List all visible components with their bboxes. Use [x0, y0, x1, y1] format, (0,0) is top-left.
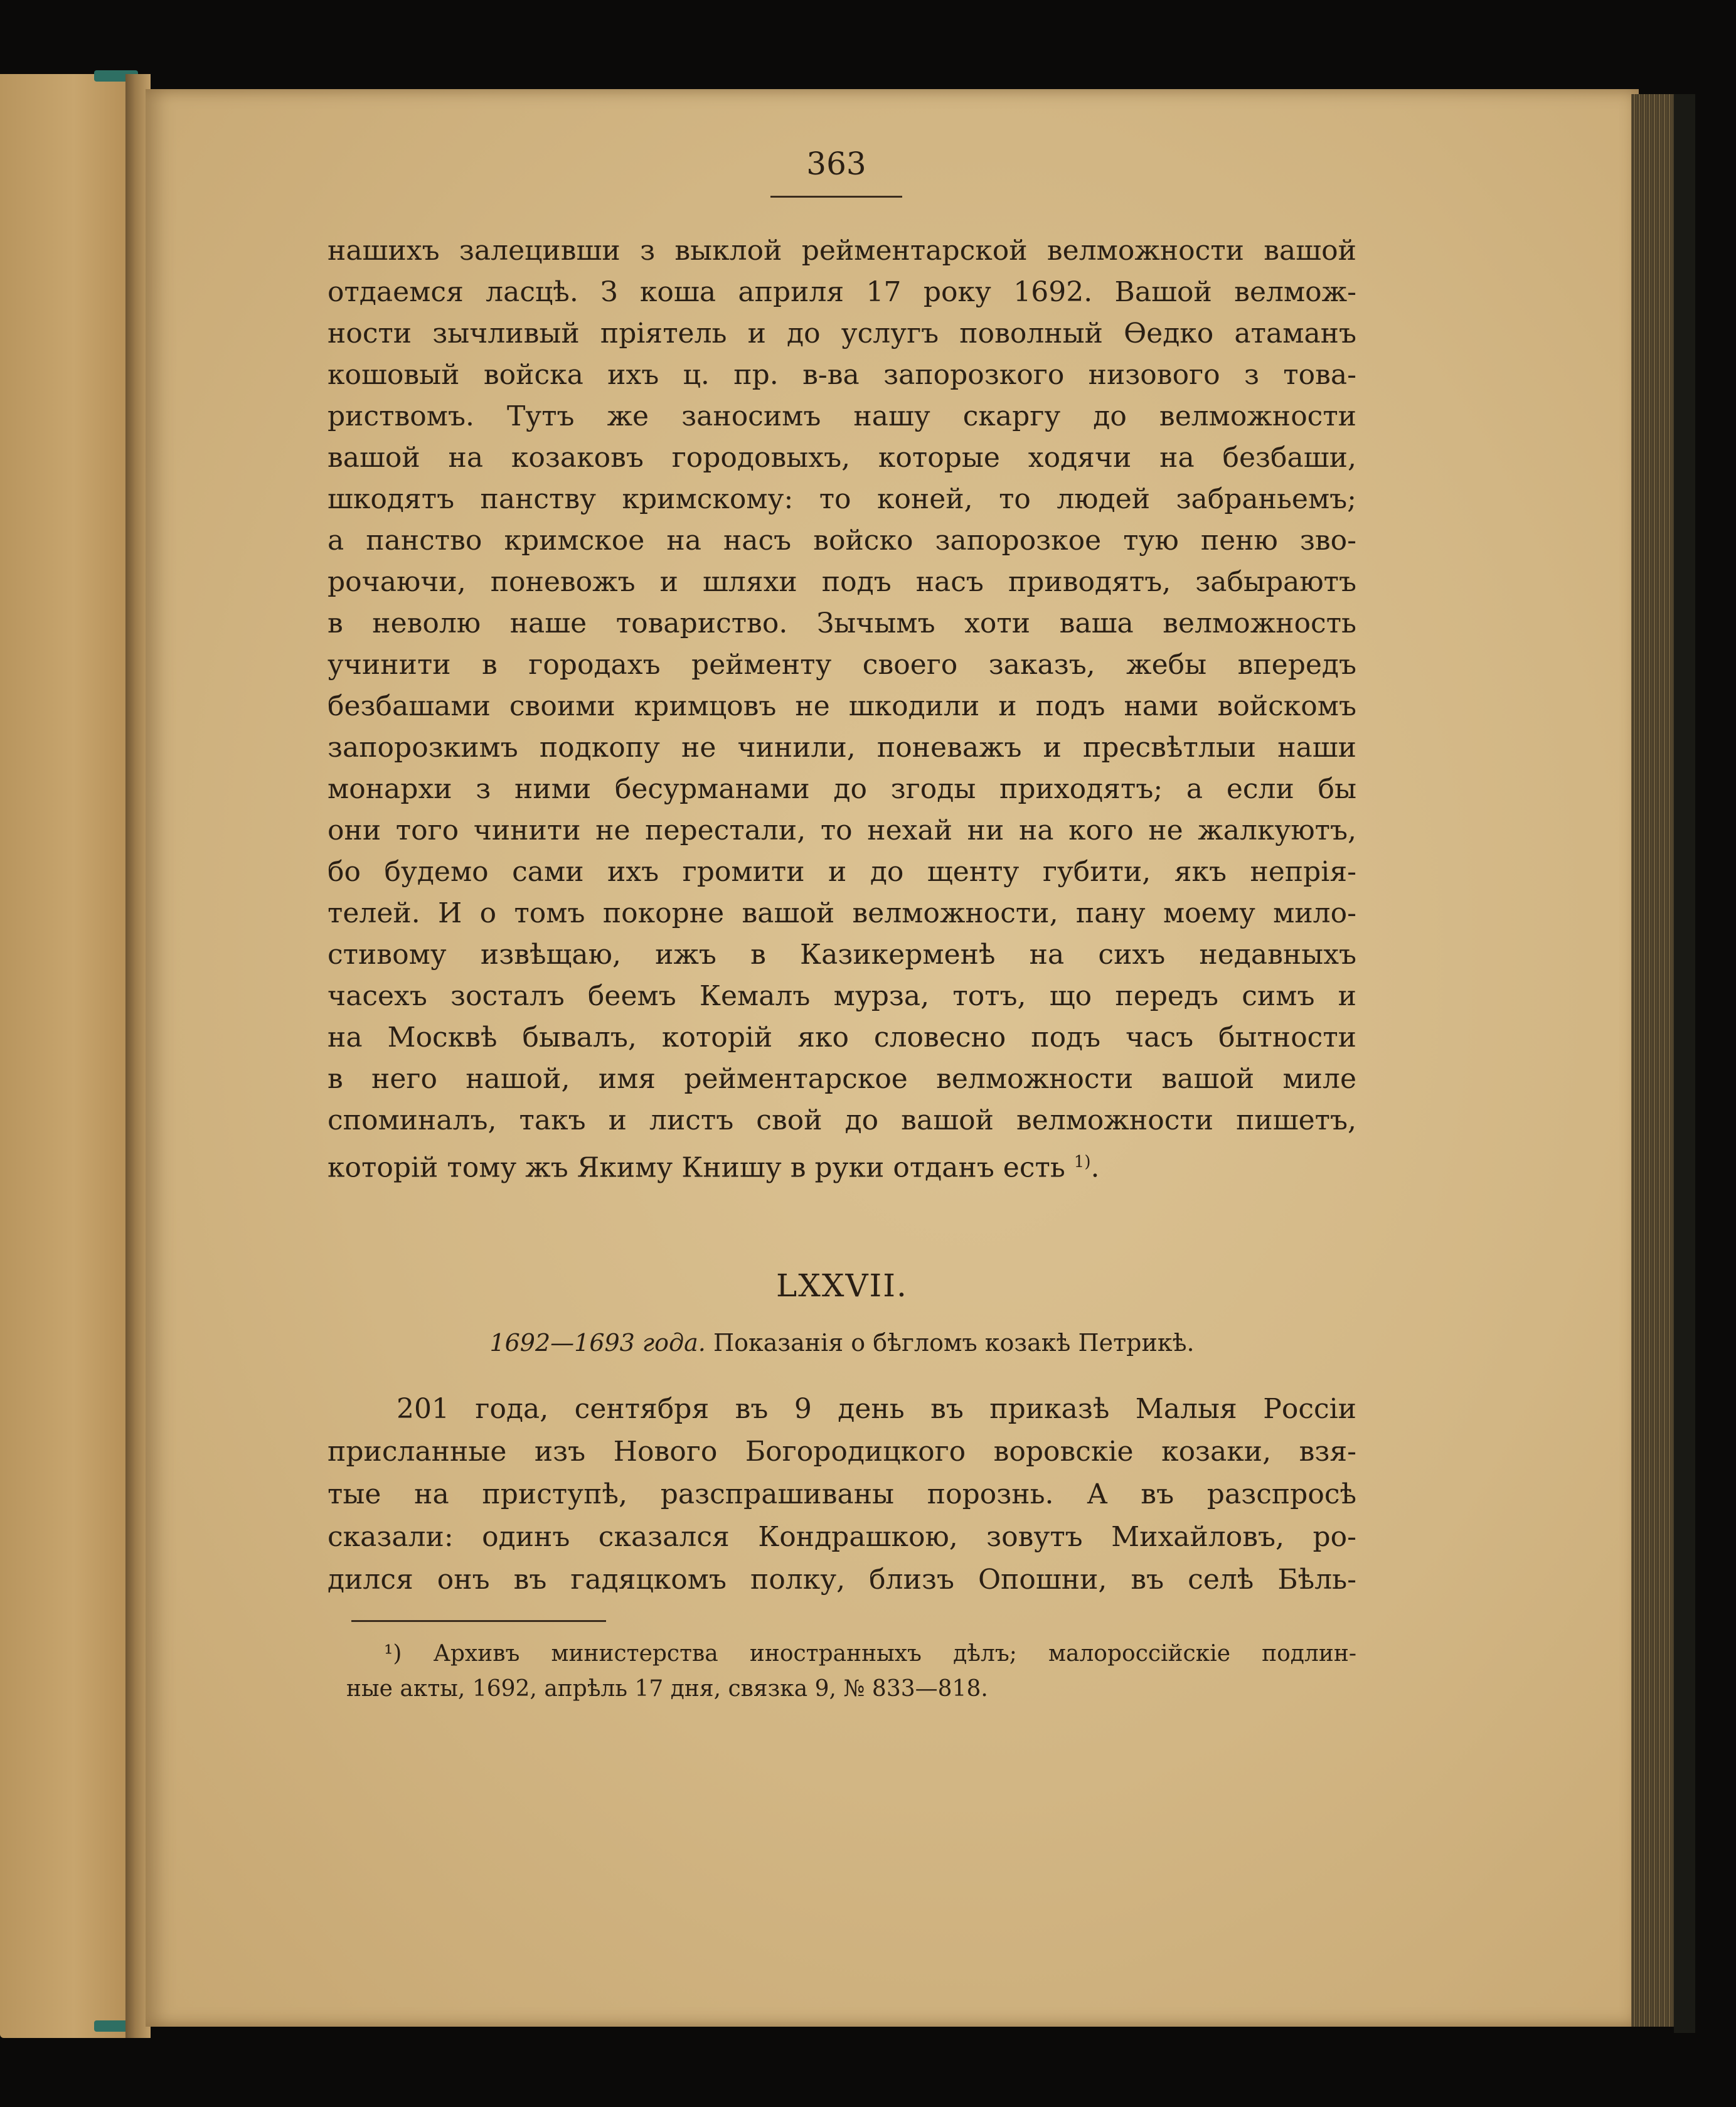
text-line: учинити в городахъ рейменту своего заказъ, жебы впередъ: [327, 649, 1356, 681]
text-line: в него нашой, имя рейментарское велможности вашой миле: [327, 1063, 1356, 1095]
text-line: споминалъ, такъ и листъ свой до вашой велможности пишетъ,: [327, 1104, 1356, 1136]
text-line: рочаючи, поневожъ и шляхи подъ насъ приводятъ, забыраютъ: [327, 566, 1356, 598]
text-line: стивому извѣщаю, ижъ в Казикерменѣ на сихъ недавныхъ: [327, 939, 1356, 971]
text-line: кошовый войска ихъ ц. пр. в-ва запорозкого низового з това-: [327, 359, 1356, 391]
text-line-last: которій тому жъ Якиму Книшу в руки отданъ есть $^{1)}$.: [327, 1151, 1100, 1184]
page-number: 363: [806, 146, 866, 182]
text-line: дился онъ въ гадяцкомъ полку, близъ Опошни, въ селѣ Бѣль-: [327, 1564, 1356, 1596]
text-line: запорозкимъ подкопу не чинили, поневажъ и пресвѣтлыи наши: [327, 732, 1356, 764]
left-page-edge: [0, 74, 135, 2038]
text-line: риствомъ. Тутъ же заносимъ нашу скаргу до велможности: [327, 400, 1356, 432]
text-line: ности зычливый пріятель и до услугъ поволный Өедко атаманъ: [327, 317, 1356, 349]
footnote-line: ¹) Архивъ министерства иностранныхъ дѣлъ; малороссійскіе подлин-: [384, 1641, 1356, 1667]
text-line: безбашами своими кримцовъ не шкодили и подъ нами войскомъ: [327, 690, 1356, 722]
text-line: вашой на козаковъ городовыхъ, которые ходячи на безбаши,: [327, 442, 1356, 474]
text-line: монархи з ними бесурманами до згоды приходятъ; а если бы: [327, 773, 1356, 805]
text-line: бо будемо сами ихъ громити и до щенту губити, якъ непрія-: [327, 856, 1356, 888]
subtitle-text: Показанія о бѣгломъ козакѣ Петрикѣ.: [713, 1329, 1195, 1357]
text-line: телей. И о томъ покорне вашой велможности, пану моему мило-: [327, 897, 1356, 929]
footnote-line: ные акты, 1692, апрѣль 17 дня, связка 9, № 833—818.: [346, 1676, 988, 1702]
text-line: на Москвѣ бывалъ, которій яко словесно подъ часъ бытности: [327, 1021, 1356, 1054]
page-fore-edge: [1631, 94, 1675, 2027]
text-line: тые на приступѣ, разспрашиваны порознь. А въ разспросѣ: [327, 1478, 1356, 1510]
text-line: нашихъ залецивши з выклой рейментарской велможности вашой: [327, 235, 1356, 267]
text-line: 201 года, сентября въ 9 день въ приказѣ Малыя Россіи: [397, 1393, 1356, 1425]
text-line: часехъ зосталъ беемъ Кемалъ мурза, тотъ, що передъ симъ и: [327, 980, 1356, 1012]
text-line: сказали: одинъ сказался Кондрашкою, зовутъ Михайловъ, ро-: [327, 1521, 1356, 1553]
book-cover-edge: [1674, 94, 1695, 2033]
footnote-ref: 1): [1073, 1153, 1091, 1171]
text-line: присланные изъ Нового Богородицкого воровскіе козаки, взя-: [327, 1436, 1356, 1468]
text-line: шкодятъ панству кримскому: то коней, то людей забраньемъ;: [327, 483, 1356, 515]
page-number-rule: [770, 196, 902, 198]
text-line: отдаемся ласцѣ. З коша априля 17 року 1692. Вашой велмож-: [327, 276, 1356, 308]
text-line: а панство кримское на насъ войско запорозкое тую пеню зво-: [327, 525, 1356, 557]
section-title: LXXVII.: [776, 1267, 908, 1304]
text-line: которій тому жъ Якиму Книшу в руки отданъ есть: [327, 1151, 1065, 1184]
section-subtitle: [327, 1329, 1356, 1357]
footnote-rule: [351, 1620, 606, 1622]
text-line: в неволю наше товариство. Зычымъ хоти ваша велможность: [327, 607, 1356, 639]
text-line: они того чинити не перестали, то нехай ни на кого не жалкуютъ,: [327, 814, 1356, 846]
subtitle-date: 1692—1693 года.: [489, 1329, 706, 1357]
